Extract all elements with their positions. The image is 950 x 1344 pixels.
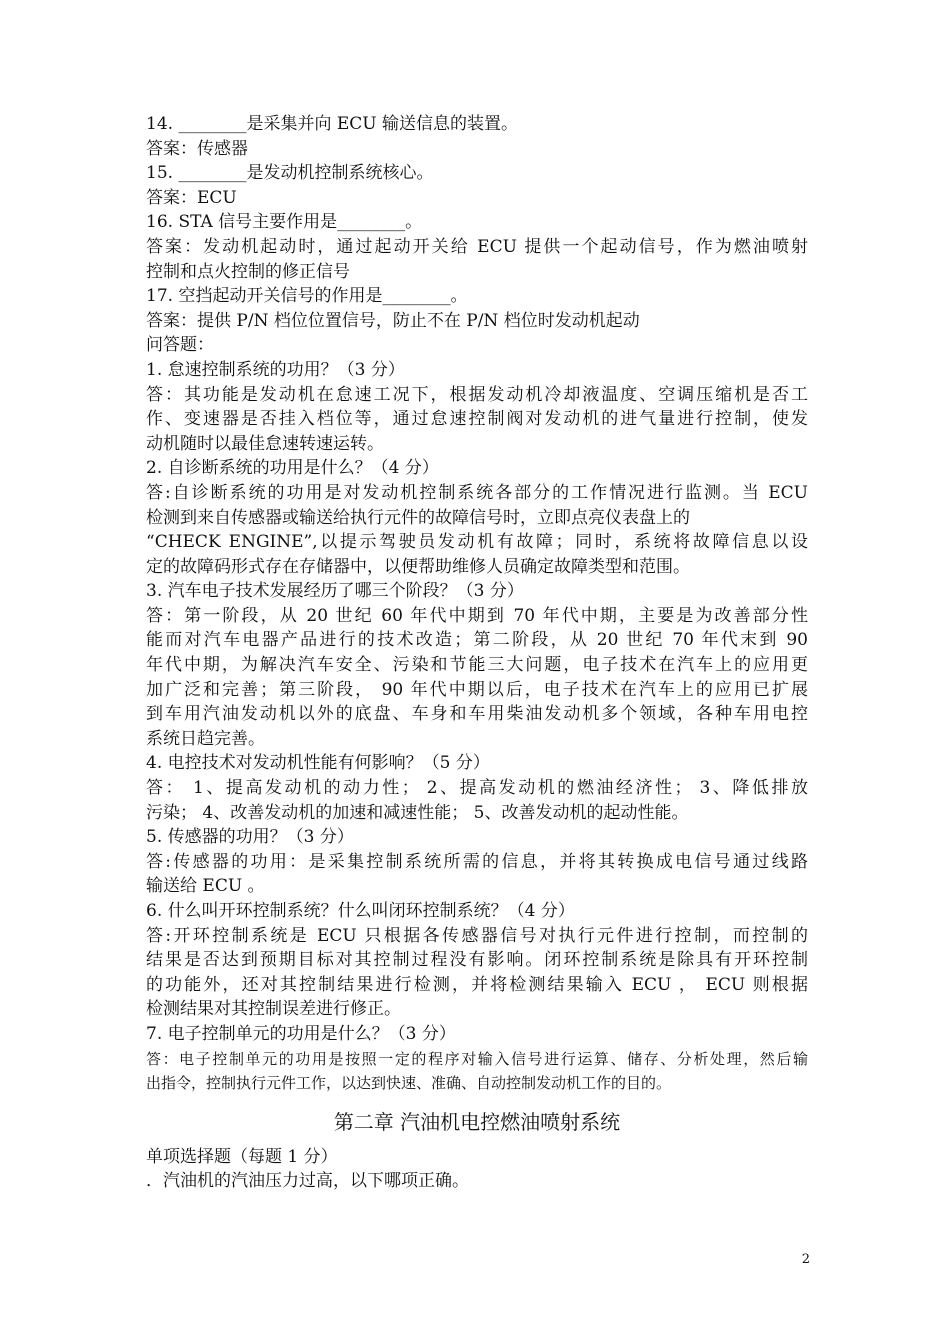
text-line: 的功能外，还对其控制结果进行检测，并将检测结果输入 ECU ， ECU 则根据: [146, 974, 808, 995]
text-line: 输送给 ECU 。: [146, 876, 265, 897]
text-line: 答案：发动机起动时，通过起动开关给 ECU 提供一个起动信号，作为燃油喷射: [146, 236, 808, 257]
text-line: 7. 电子控制单元的功用是什么？（3 分）: [146, 1023, 456, 1044]
text-line: 能而对汽车电器产品进行的技术改造；第二阶段，从 20 世纪 70 年代末到 90: [146, 630, 808, 651]
text-line: 14. ________是采集并向 ECU 输送信息的装置。: [146, 114, 518, 134]
page-number: 2: [801, 1252, 810, 1267]
text-line: 污染； 4、改善发动机的加速和减速性能； 5、改善发动机的起动性能。: [146, 802, 689, 823]
text-line: 17. 空挡起动开关信号的作用是________。: [146, 286, 468, 307]
text-line: 作、变速器是否挂入档位等，通过怠速控制阀对发动机的进气量进行控制，使发: [146, 409, 808, 430]
chapter-title: 第二章 汽油机电控燃油喷射系统: [333, 1109, 621, 1134]
text-line: “CHECK ENGINE”,以提示驾驶员发动机有故障；同时，系统将故障信息以设: [146, 532, 808, 553]
text-line: 系统日趋完善。: [146, 728, 265, 749]
text-line: 年代中期，为解决汽车安全、污染和节能三大问题，电子技术在汽车上的应用更: [146, 655, 808, 676]
text-line: 控制和点火控制的修正信号: [146, 261, 350, 282]
text-line: 答:传感器的功用：是采集控制系统所需的信息，并将其转换成电信号通过线路: [146, 851, 808, 872]
text-line: 检测到来自传感器或输送给执行元件的故障信号时，立即点亮仪表盘上的: [146, 507, 690, 528]
text-line: 答：第一阶段，从 20 世纪 60 年代中期到 70 年代中期，主要是为改善部分性: [146, 605, 808, 626]
text-line: 答：电子控制单元的功用是按照一定的程序对输入信号进行运算、储存、分析处理，然后输: [146, 1049, 808, 1068]
text-line: 4. 电控技术对发动机性能有何影响？（5 分）: [146, 753, 490, 774]
text-line: 答:自诊断系统的功用是对发动机控制系统各部分的工作情况进行监测。当 ECU: [146, 482, 808, 503]
text-line: 定的故障码形式存在存储器中，以便帮助维修人员确定故障类型和范围。: [146, 556, 690, 577]
section-heading: 单项选择题（每题 1 分）: [146, 1146, 338, 1167]
text-line: 15. ________是发动机控制系统核心。: [146, 163, 434, 184]
page-content: [146, 112, 808, 1194]
text-line: 3. 汽车电子技术发展经历了哪三个阶段？（3 分）: [146, 581, 524, 602]
text-line: 16. STA 信号主要作用是________。: [146, 212, 423, 233]
question-line: ．汽油机的汽油压力过高，以下哪项正确。: [146, 1171, 469, 1192]
text-line: 结果是否达到预期目标对其控制过程没有影响。闭环控制系统是除具有开环控制: [146, 950, 808, 971]
text-line: 到车用汽油发动机以外的底盘、车身和车用柴油发动机多个领域，各种车用电控: [146, 704, 808, 725]
text-line: 问答题：: [146, 335, 214, 356]
text-line: 答案：提供 P/N 档位位置信号，防止不在 P/N 档位时发动机起动: [146, 310, 640, 331]
text-line: 出指令，控制执行元件工作，以达到快速、准确、自动控制发动机工作的目的。: [146, 1074, 672, 1093]
text-line: 答案：传感器: [146, 138, 248, 159]
text-line: 1. 怠速控制系统的功用？（3 分）: [146, 359, 405, 380]
text-line: 5. 传感器的功用？（3 分）: [146, 827, 354, 848]
text-line: 答:开环控制系统是 ECU 只根据各传感器信号对执行元件进行控制，而控制的: [146, 925, 808, 946]
text-line: 动机随时以最佳怠速转速运转。: [146, 433, 384, 454]
text-line: 检测结果对其控制误差进行修正。: [146, 999, 401, 1020]
text-line: 答： 1、提高发动机的动力性； 2、提高发动机的燃油经济性； 3、降低排放: [146, 778, 808, 799]
text-line: 2. 自诊断系统的功用是什么？（4 分）: [146, 458, 439, 479]
text-line: 6. 什么叫开环控制系统？什么叫闭环控制系统？（4 分）: [146, 901, 575, 921]
text-line: 答：其功能是发动机在怠速工况下，根据发动机冷却液温度、空调压缩机是否工: [146, 384, 808, 405]
text-line: 加广泛和完善；第三阶段， 90 年代中期以后，电子技术在汽车上的应用已扩展: [146, 679, 808, 700]
text-line: 答案：ECU: [146, 187, 237, 208]
